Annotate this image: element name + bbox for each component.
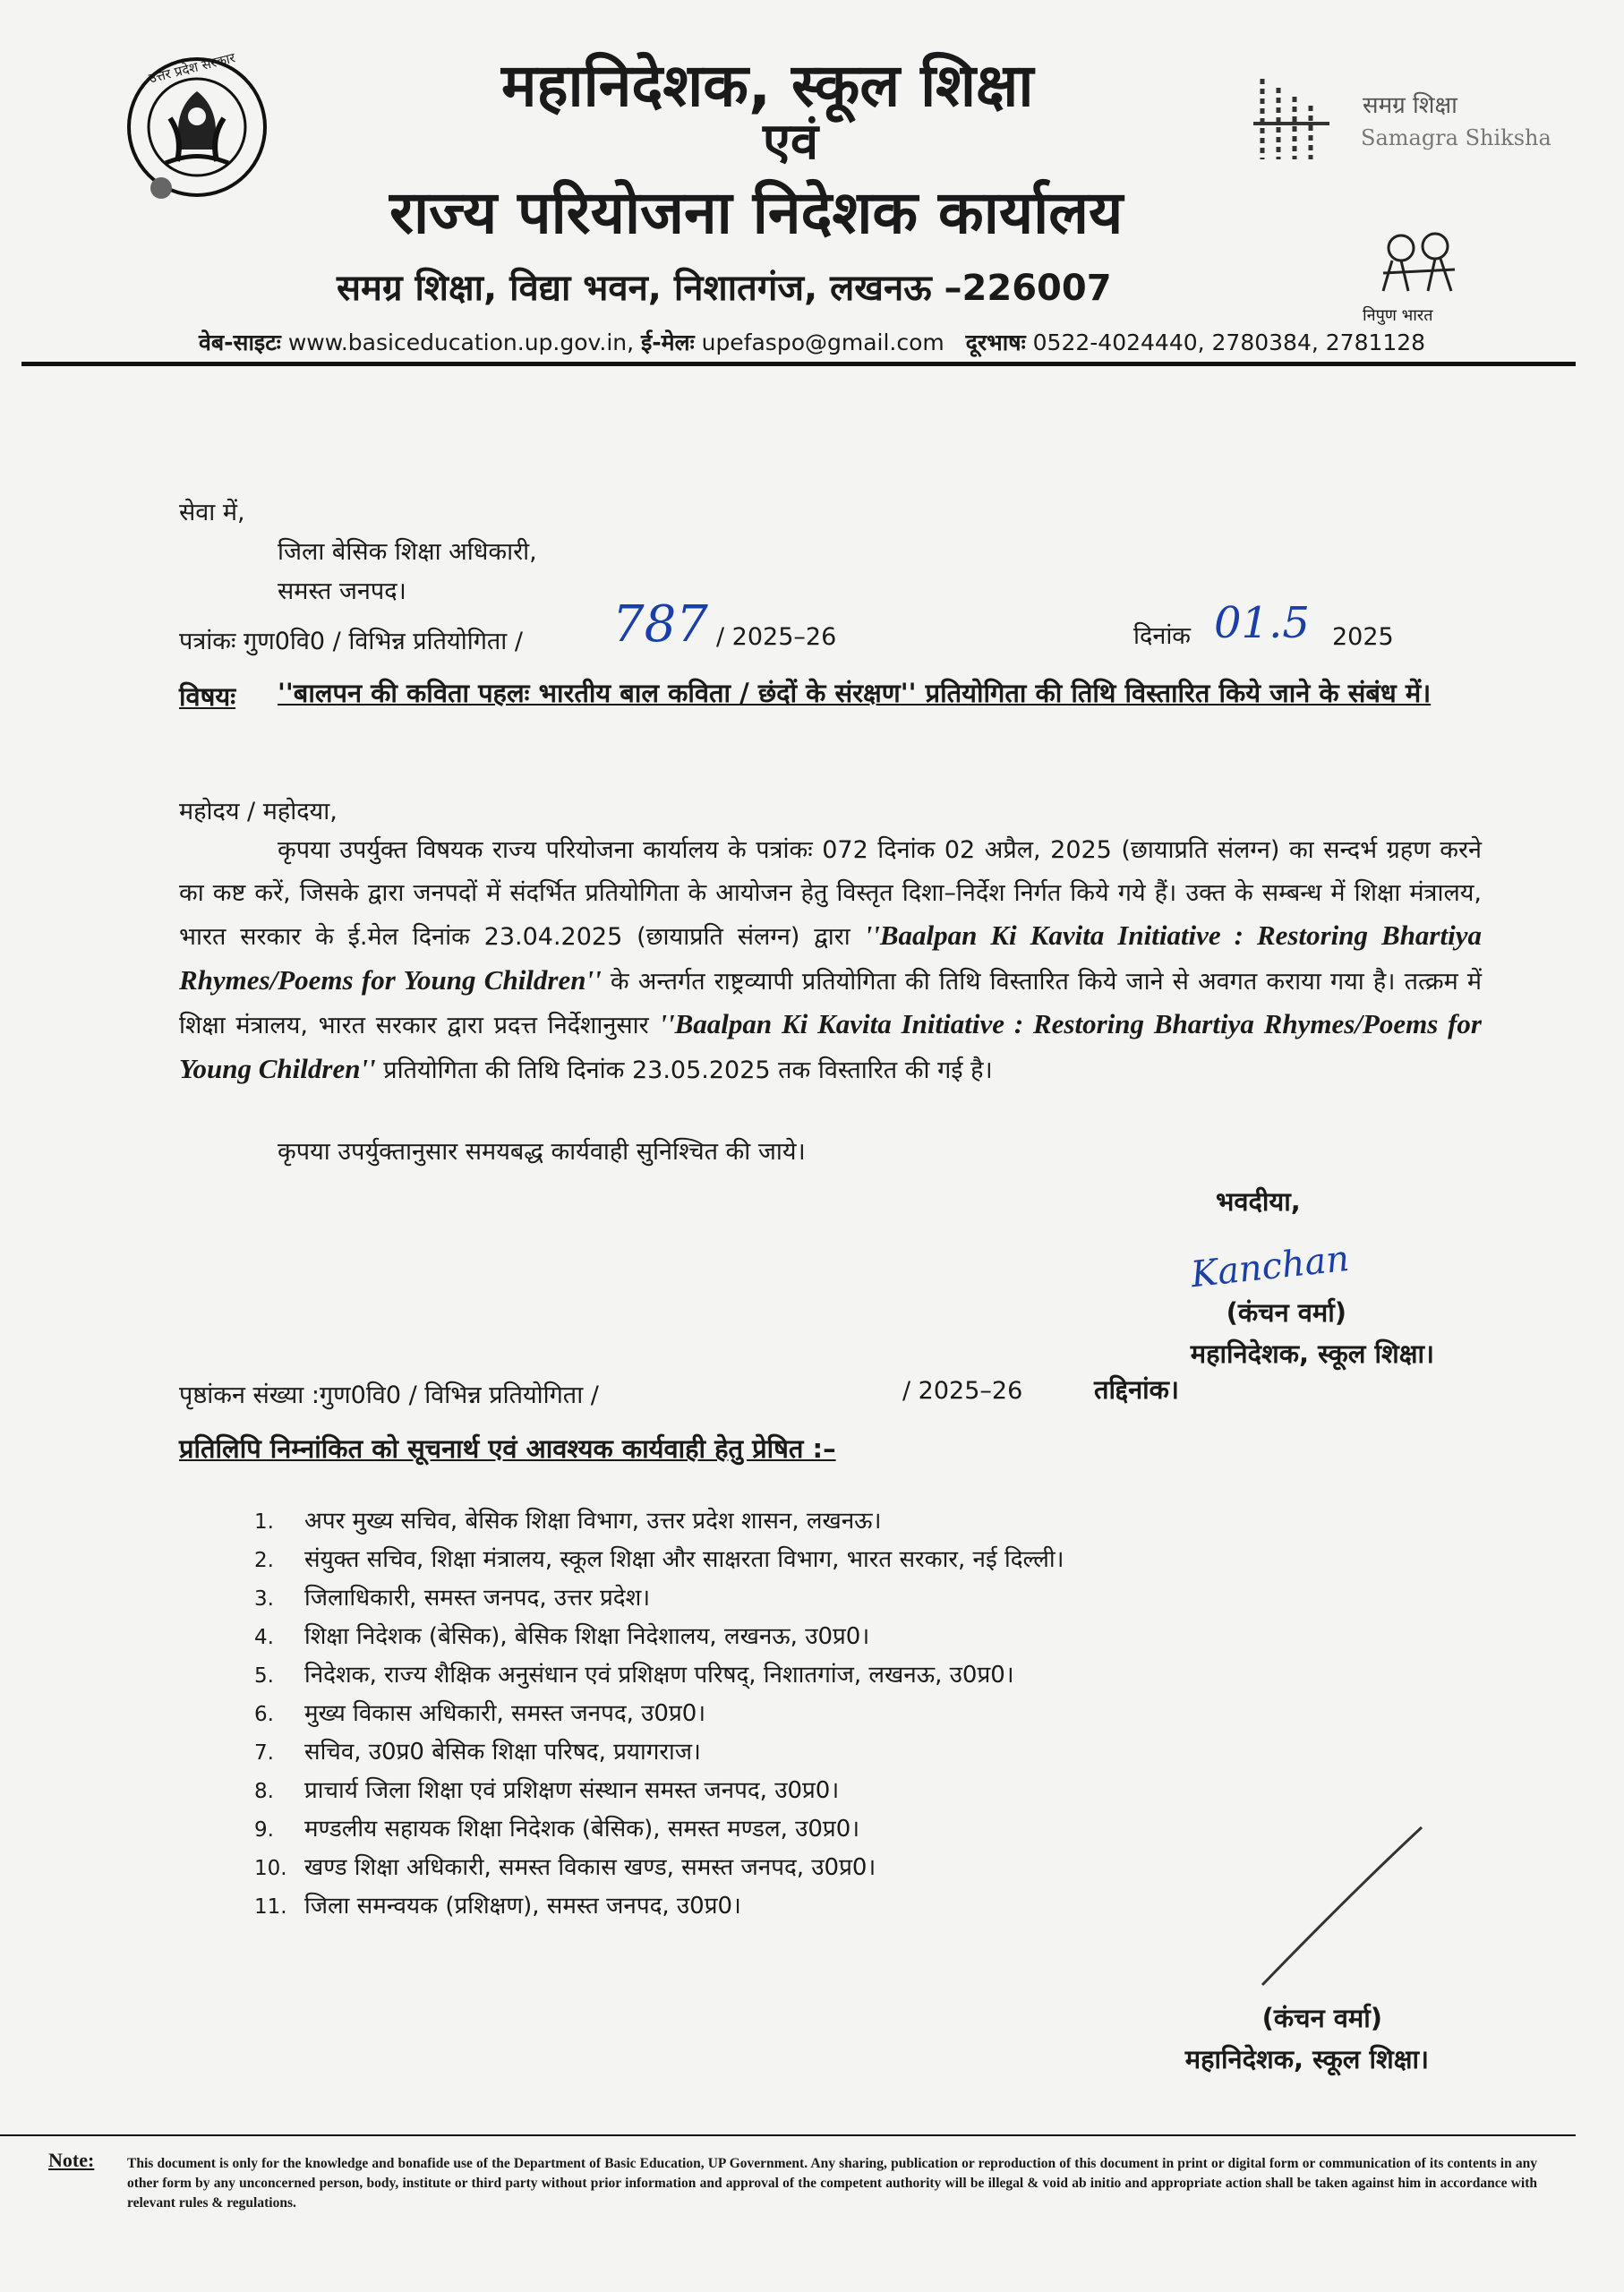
copy-recipient-item [254, 1618, 1064, 1656]
body-paragraph-1 [179, 829, 1482, 1091]
reference-year: / 2025–26 [716, 623, 837, 651]
copy-recipient-text: खण्ड शिक्षा अधिकारी, समस्त विकास खण्ड, समस्त जनपद, उ0प्र0। [304, 1854, 876, 1881]
reference-label: पत्रांकः गुण0वि0 / विभिन्न प्रतियोगिता / [179, 628, 523, 655]
copy-recipient-text: मण्डलीय सहायक शिक्षा निदेशक (बेसिक), समस्त मण्डल, उ0प्र0। [304, 1816, 860, 1843]
copy-recipient-list [254, 1502, 1064, 1926]
body-para1-part-c: प्रतियोगिता की तिथि दिनांक 23.05.2025 तक विस्तारित की गई है। [383, 1056, 993, 1084]
copy-recipient-number: 10. [254, 1857, 287, 1880]
copy-recipient-number: 7. [254, 1741, 274, 1765]
copy-recipient-text: सचिव, उ0प्र0 बेसिक शिक्षा परिषद, प्रयागराज। [304, 1739, 701, 1766]
copy-recipient-item [254, 1733, 1064, 1772]
reference-number-handwritten: 787 [612, 595, 708, 654]
email-label: ई-मेलः [641, 329, 695, 355]
greeting: महोदय / महोदया, [179, 798, 338, 825]
copy-recipient-number: 4. [254, 1626, 274, 1649]
signatory-title: महानिदेशक, स्कूल शिक्षा। [1190, 1338, 1434, 1369]
initiative-title-1: ''Baalpan Ki Kavita Initiative : Restoring Bhartiya Rhymes/Poems for Young Children'' [179, 919, 1482, 996]
copy-recipient-item [254, 1849, 1064, 1887]
recipient-line-2: समस्त जनपद। [278, 577, 406, 605]
copy-recipient-item [254, 1579, 1064, 1618]
contact-line [199, 327, 1425, 357]
note-text: This document is only for the knowledge and bonafide use of the Department of Basic Education, UP Government. Any sharing, publication or reproduction of this document in print or digital form or communication of its contents in any other form by any unconcerned person, body, institute or third party without prior information and approval of the competent authority will be illegal & void ab initio and appropriate action shall be taken against him in accordance with relevant rules & regulations. [127, 2156, 1537, 2211]
body-para1-part-b: के अन्तर्गत राष्ट्रव्यापी प्रतियोगिता की तिथि विस्तारित किये जाने से अवगत कराया गया है। तत्क्रम में शिक्षा मंत्रालय, भारत सरकार द्वारा प्रदत्त निर्देशानुसार [179, 967, 1482, 1039]
nipun-bharat-label: निपुण भारत [1363, 306, 1433, 325]
closing: भवदीया, [1216, 1186, 1301, 1217]
copy-recipient-number: 2. [254, 1549, 274, 1572]
body-paragraph-2: कृपया उपर्युक्तानुसार समयबद्ध कार्यवाही सुनिश्चित की जाये। [278, 1138, 806, 1166]
date-handwritten: 01.5 [1214, 598, 1310, 648]
copy-recipient-text: जिला समन्वयक (प्रशिक्षण), समस्त जनपद, उ0प्र0। [304, 1893, 741, 1920]
date-label: दिनांक [1133, 622, 1192, 650]
phone-label: दूरभाषः [965, 329, 1026, 355]
copy-recipient-item [254, 1656, 1064, 1695]
copy-recipient-number: 9. [254, 1818, 274, 1842]
website-link[interactable]: www.basiceducation.up.gov.in, [287, 329, 635, 355]
signatory-name: (कंचन वर्मा) [1226, 1297, 1346, 1328]
phone-number: 0522-4024440, 2780384, 2781128 [1032, 329, 1426, 355]
samagra-logo-text-en: Samagra Shiksha [1361, 125, 1551, 150]
copy-recipient-number: 8. [254, 1780, 274, 1803]
initiative-title-2: ''Baalpan Ki Kavita Initiative : Restoring Bhartiya Rhymes/Poems for Young Children'' [179, 1008, 1482, 1084]
header-divider [21, 362, 1576, 366]
copy-recipient-number: 11. [254, 1895, 287, 1919]
recipient-line-1: जिला बेसिक शिक्षा अधिकारी, [278, 538, 537, 566]
email-link[interactable]: upefaspo@gmail.com [701, 329, 944, 355]
copy-recipient-item [254, 1887, 1064, 1926]
up-government-seal [125, 56, 269, 199]
endorsement-signatory-title: महानिदेशक, स्कूल शिक्षा। [1184, 2044, 1429, 2074]
copy-recipient-text: जिलाधिकारी, समस्त जनपद, उत्तर प्रदेश। [304, 1585, 651, 1612]
letterhead-line-1: महानिदेशक, स्कूल शिक्षा [501, 51, 1034, 120]
copy-recipient-number: 5. [254, 1664, 274, 1688]
endorsement-dated: तद्दिनांक। [1094, 1374, 1179, 1405]
copy-recipient-text: निदेशक, राज्य शैक्षिक अनुसंधान एवं प्रशिक्षण परिषद्, निशातगांज, लखनऊ, उ0प्र0। [304, 1662, 1014, 1689]
copy-recipient-text: शिक्षा निदेशक (बेसिक), बेसिक शिक्षा निदेशालय, लखनऊ, उ0प्र0। [304, 1623, 870, 1650]
copy-recipient-number: 3. [254, 1587, 274, 1611]
body-para1-part-a: कृपया उपर्युक्त विषयक राज्य परियोजना कार्यालय के पत्रांकः 072 दिनांक 02 अप्रैल, 2025 (छायाप्रति संलग्न) का सन्दर्भ ग्रहण करने का कष्ट करें, जिसके द्वारा जनपदों में संदर्भित प्रतियोगिता के आयोजन हेतु विस्तृत दिशा–निर्देश निर्गत किये गये हैं। उक्त के सम्बन्ध में शिक्षा मंत्रालय, भारत सरकार के ई.मेल दिनांक 23.04.2025 (छायाप्रति संलग्न) द्वारा [179, 836, 1482, 951]
copy-heading: प्रतिलिपि निम्नांकित को सूचनार्थ एवं आवश्यक कार्यवाही हेतु प्रेषित :– [179, 1433, 836, 1464]
letterhead-line-3: राज्य परियोजना निदेशक कार्यालय [389, 178, 1124, 247]
copy-recipient-item [254, 1502, 1064, 1541]
samagra-logo-text-hi: समग्र शिक्षा [1363, 92, 1457, 119]
date-year: 2025 [1332, 623, 1394, 651]
seal-text: उत्तर प्रदेश सरकार [147, 49, 237, 87]
copy-recipient-item [254, 1810, 1064, 1849]
samagra-shiksha-logo [1253, 70, 1334, 168]
copy-recipient-text: मुख्य विकास अधिकारी, समस्त जनपद, उ0प्र0। [304, 1700, 706, 1727]
copy-recipient-item [254, 1695, 1064, 1733]
endorsement-number-label: पृष्ठांकन संख्या :गुण0वि0 / विभिन्न प्रतियोगिता / [179, 1381, 599, 1409]
letterhead-address: समग्र शिक्षा, विद्या भवन, निशातगंज, लखनऊ –226007 [337, 268, 1112, 309]
subject-text: ''बालपन की कविता पहलः भारतीय बाल कविता / छंदों के संरक्षण'' प्रतियोगिता की तिथि विस्तारित किये जाने के संबंध में। [278, 678, 1432, 708]
copy-recipient-number: 6. [254, 1703, 274, 1726]
copy-recipient-text: संयुक्त सचिव, शिक्षा मंत्रालय, स्कूल शिक्षा और साक्षरता विभाग, भारत सरकार, नई दिल्ली। [304, 1546, 1064, 1573]
signature-handwritten: Kanchan [1189, 1237, 1352, 1296]
copy-recipient-number: 1. [254, 1510, 274, 1534]
endorsement-signature-stroke [1253, 1822, 1432, 1992]
copy-recipient-item [254, 1772, 1064, 1810]
note-label: Note: [48, 2149, 95, 2171]
copy-recipient-item [254, 1541, 1064, 1579]
endorsement-signatory-name: (कंचन वर्मा) [1261, 2003, 1382, 2033]
salutation-to: सेवा में, [179, 499, 245, 526]
copy-recipient-text: अपर मुख्य सचिव, बेसिक शिक्षा विभाग, उत्तर प्रदेश शासन, लखनऊ। [304, 1508, 882, 1535]
subject-label: विषयः [179, 681, 236, 712]
footer-divider [0, 2134, 1576, 2136]
endorsement-year: / 2025–26 [902, 1377, 1023, 1405]
website-label: वेब-साइटः [199, 329, 281, 355]
nipun-bharat-logo [1365, 228, 1473, 300]
copy-recipient-text: प्राचार्य जिला शिक्षा एवं प्रशिक्षण संस्थान समस्त जनपद, उ0प्र0। [304, 1777, 840, 1804]
letterhead-line-2: एवं [763, 113, 819, 171]
